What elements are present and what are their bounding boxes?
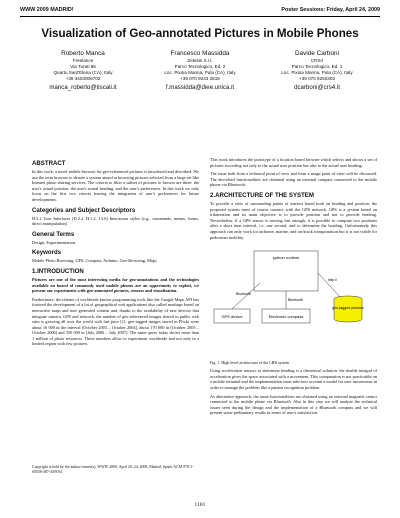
database-body xyxy=(334,299,362,322)
categories-heading: Categories and Subject Descriptors xyxy=(32,206,136,214)
architecture-diagram xyxy=(210,243,377,358)
author-phone: +39 070 9250303 xyxy=(299,76,335,82)
abstract-heading: ABSTRACT xyxy=(32,160,66,167)
author-3 xyxy=(262,49,372,94)
author-email[interactable]: f.massidda@diee.unica.it xyxy=(165,84,235,92)
author-phone: +39 3403006702 xyxy=(65,76,101,82)
copyright-notice: Copyright is held by the author/owner(s). WWW 2009, April 20–24, 2009, Madrid, Spain. ACM 978-1-60558-487-4/09/04 xyxy=(32,465,194,475)
body-paragraph: The issue both from a technical point of view and from a usage point of view will be discussed. The described functionalities are obtained using an external compass connected to the mobile phone via Bluetooth. xyxy=(210,171,377,188)
introduction-heading: 1.INTRODUCTION xyxy=(32,267,84,275)
author-name: Francesco Massidda xyxy=(170,50,230,57)
author-email[interactable]: manca_roberto@tiscali.it xyxy=(49,84,117,92)
author-name: Davide Carboni xyxy=(294,50,340,57)
author-2 xyxy=(145,49,255,94)
author-affiliation: Freelance xyxy=(72,58,94,63)
general-terms-text: Design, Experimentation. xyxy=(32,239,77,245)
author-address: Quartu Sant'Elena (CA), Italy xyxy=(53,70,113,76)
author-email[interactable]: dcarboni@crs4.it xyxy=(294,84,340,92)
architecture-heading: 2.ARCHITECTURE OF THE SYSTEM xyxy=(210,191,314,199)
bluetooth-label: Bluetooth xyxy=(288,298,304,303)
compass-label: Electronic compass xyxy=(268,314,304,320)
database-label: geo-tagged pictures xyxy=(332,306,364,311)
body-paragraph: As alternative approach, the same functionalities are obtained using an external magnetic sensor connected to the mobile phone via Bluetooth. Also in this case we will analyze the technical issues seen during the design and the implementation of a Bluetooth compass and we will present some preliminary results in terms of user's satisfaction. xyxy=(210,393,377,416)
http-label: http:// xyxy=(328,278,337,283)
header-left: WWW 2009 MADRID! xyxy=(20,7,74,13)
author-address: Via Turati 85 xyxy=(70,64,96,70)
author-name: Roberto Manca xyxy=(61,50,105,57)
http-link xyxy=(318,273,340,297)
left-column xyxy=(32,157,199,350)
right-column xyxy=(210,157,377,419)
author-phone: +39 070 9243 2615 xyxy=(180,76,220,82)
introduction-paragraph: Pictures are one of the most interesting media for geo-annotations and the technologies available on board of commonly used mobile phones are an opportunity to exploit, we present our experiments with geo-annotated pictures, sensors and visualization. xyxy=(32,276,199,294)
page-number: 1181 xyxy=(194,502,206,508)
body-paragraph: This work introduces the prototype of a location based browser which selects and shows a set of pictures according not only to the actual user position but also to the actual user heading. xyxy=(210,157,377,168)
categories-text: H.5.2 User Interfaces (D.2.2, H.1.2, I.3.6) Interaction styles (e.g., commands, menus, forms, direct manipulation) xyxy=(32,215,199,227)
author-address: Loc. Pixina Manna, Pula (CA), Italy xyxy=(281,70,353,76)
author-address: Parco Tecnologico, Ed. 1 xyxy=(291,64,343,70)
header-right: Poster Sessions: Friday, April 24, 2009 xyxy=(281,7,380,13)
system-label: python runtime xyxy=(272,255,300,261)
author-1 xyxy=(28,49,138,94)
keywords-text: Mobile Photo Browsing, GPS, Compass, Arduino, Geo-Browsing, Maps xyxy=(32,258,157,264)
bluetooth-label: Bluetooth xyxy=(236,292,252,297)
body-paragraph: Using acceleration sensors to determine heading is a theoretical solution: the double integral of acceleration gives the space associated with a movement. This computation is not practicable on a mobile terminal and the implementation must take into account a model for user movements in order to manage the problem like a pattern recognition problem. xyxy=(210,368,377,390)
architecture-figure xyxy=(210,243,377,358)
bluetooth-link-1 xyxy=(232,283,260,309)
general-terms-heading: General Terms xyxy=(32,230,75,238)
figure-caption: Fig. 1. High level architecture of the LBB system xyxy=(210,360,290,366)
author-affiliation: Zetesis S.r.l. xyxy=(187,58,213,63)
introduction-paragraph: Furthermore, the release of worldwide known programming tools like the Google Maps API has fostered the development of a lot of geographical web applications also called mashups based on interactive maps and user generated content and, thanks to the availability of new devices that integrate camera, GPS and network, the number of geo-referenced images shared in public web sites is growing all over the world with fast pace [1]: geo-tagged images stored in Flickr were about 16 000 in the interval [October 2003 – October 2004], about 170 000 in [October 2005 – October 2006] and 350 000 in [July 2006 – July 2007]. The same query today shows more than 1 million of photo resources. These numbers allow to experiment worldwide and not only in a limited region with few pictures. xyxy=(32,296,199,347)
running-header xyxy=(20,4,380,16)
gps-label: GPS device xyxy=(221,314,243,320)
author-block xyxy=(28,49,372,94)
author-address: Loc. Pixina Manna, Pula (CA), Italy xyxy=(164,70,236,76)
keywords-heading: Keywords xyxy=(32,249,62,257)
body-paragraph: To provide a view of surrounding points of interest based both on heading and position, the proposed system must of course connect with the GPS network. GPS is a system based on trilateration and its main objective is to provide position and not to provide heading. Nevertheless, if a GPS sensor is moving fast enough, it is possible to compute two positions after a short time interval, i.e. one second, and to determine the heading. Unfortunately this approach can only work for airborne, marine, and car/truck transportation but it is not viable for pedestrian mobility. xyxy=(210,200,377,240)
author-affiliation: CRS4 xyxy=(310,58,324,63)
header-rule xyxy=(20,16,380,17)
paper-title: Visualization of Geo-annotated Pictures in Mobile Phones xyxy=(41,27,359,40)
author-address: Parco Tecnologico, Ed. 2 xyxy=(174,64,226,70)
abstract-text: In this work, a novel mobile browser for geo-referenced pictures is introduced and described. We use the term browser to denote a system aimed at browsing pictures selected from a large set like Internet photo sharing services. The criteria to filter a subset of pictures to browse are three: the user's actual position, the user's actual heading, and the user's preferences. In this work we only focus on the first two criteria leaving the integration of user's preferences for future developments. xyxy=(32,169,199,202)
